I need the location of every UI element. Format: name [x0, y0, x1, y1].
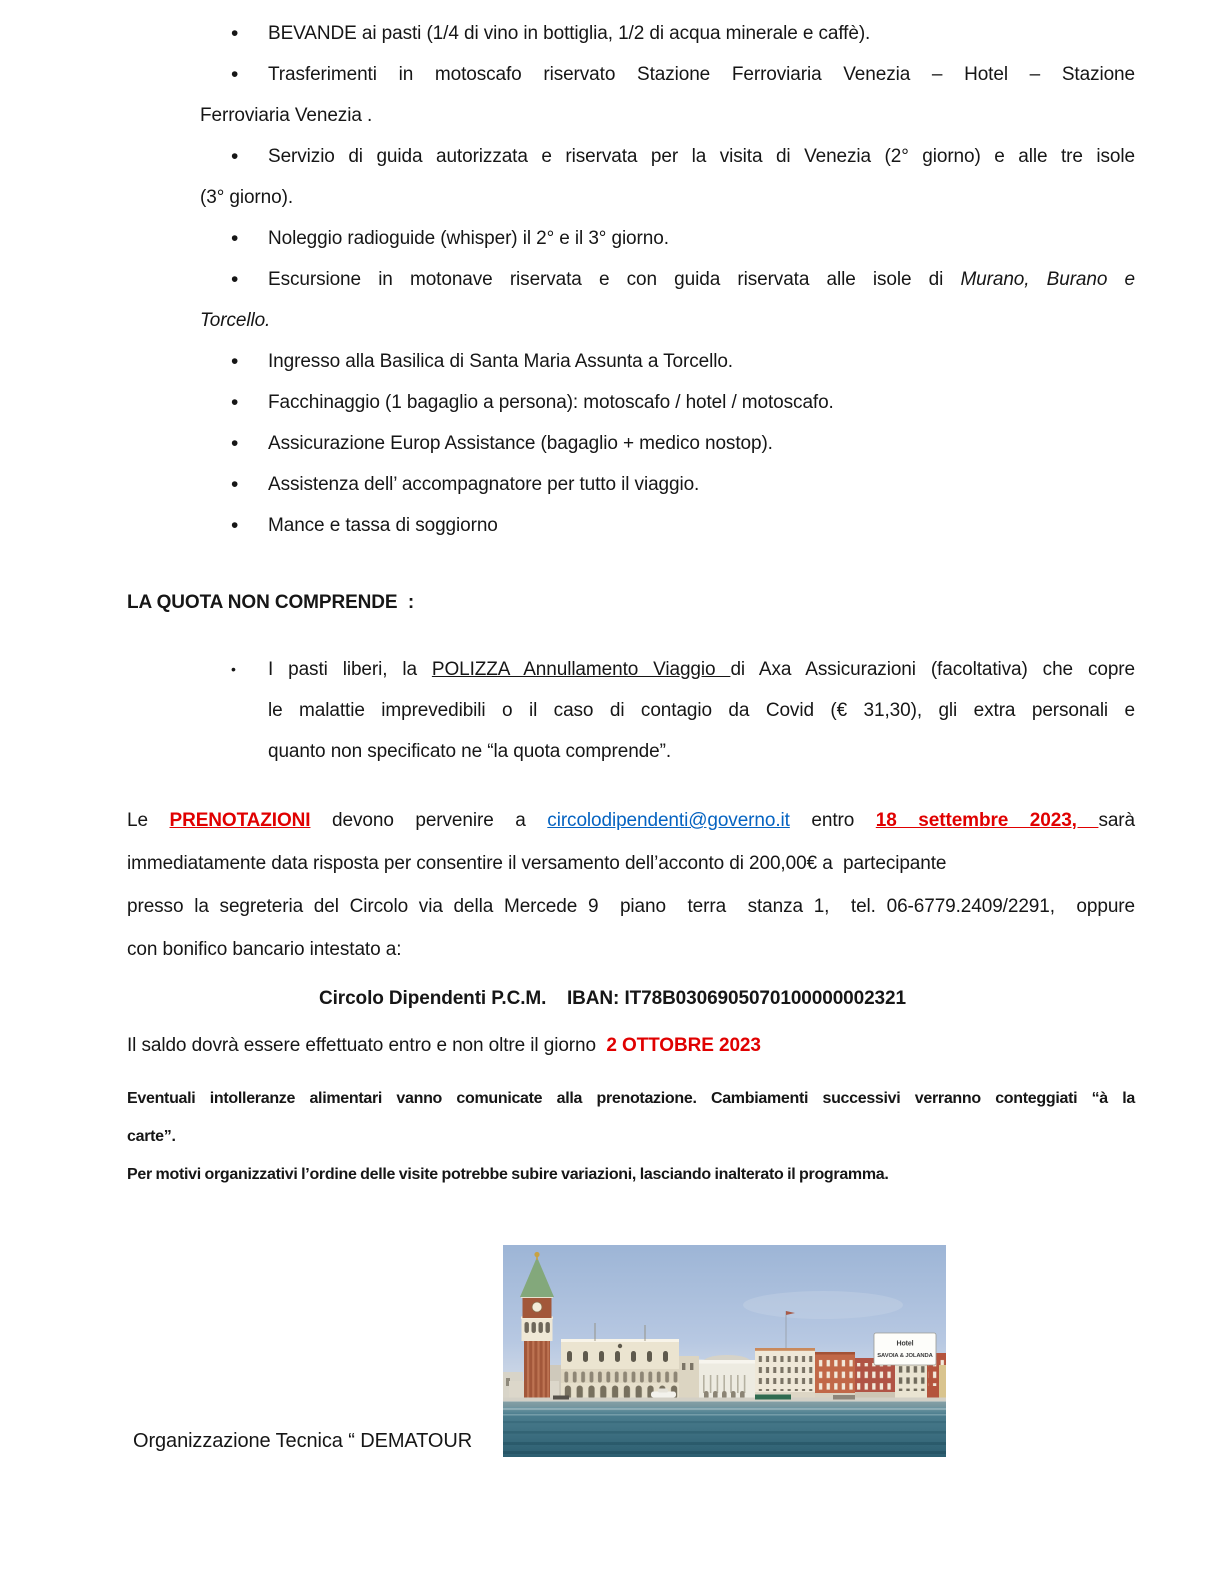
list-item-text-italic: Murano, Burano e — [960, 269, 1135, 290]
booking-text: devono pervenire a — [310, 810, 548, 831]
list-item-line: Ferroviaria Venezia . — [200, 105, 373, 126]
section-heading-quota-non-comprende: LA QUOTA NON COMPRENDE : — [127, 592, 415, 613]
list-item-line: (3° giorno). — [200, 187, 293, 208]
list-item-line — [127, 259, 1135, 300]
list-item — [127, 259, 1135, 341]
list-item-line: quanto non specificato ne “la quota comprende”. — [268, 741, 672, 762]
booking-text: Le — [127, 810, 170, 831]
list-item-line: Assistenza dell’ accompagnatore per tutto il viaggio. — [268, 474, 700, 495]
classical-building — [699, 1355, 755, 1400]
cloud — [743, 1291, 903, 1319]
bullet-icon: • — [231, 350, 239, 373]
booking-line: con bonifico bancario intestato a: — [127, 939, 402, 960]
list-item — [127, 464, 1135, 505]
list-item — [127, 341, 1135, 382]
list-item-line: Trasferimenti in motoscafo riservato Stazione Ferroviaria Venezia – Hotel – Stazione — [268, 64, 1135, 85]
polizza-underlined-text: POLIZZA Annullamento Viaggio — [431, 659, 731, 680]
list-item-line — [127, 649, 1135, 690]
footer-organizer: Organizzazione Tecnica “ DEMATOUR — [133, 1430, 473, 1452]
booking-line — [127, 799, 1135, 842]
saldo-line — [127, 1025, 1135, 1067]
list-item-line: Ingresso alla Basilica di Santa Maria Assunta a Torcello. — [268, 351, 733, 372]
list-item-line: Servizio di guida autorizzata e riservata per la visita di Venezia (2° giorno) e alle tre isole — [268, 146, 1135, 167]
list-item-line: Assicurazione Europ Assistance (bagaglio + medico nostop). — [268, 433, 773, 454]
list-item — [127, 136, 1135, 218]
bullet-icon: • — [231, 473, 239, 496]
bullet-icon: • — [231, 227, 239, 250]
footer-row — [127, 1241, 1135, 1467]
saldo-deadline-date: 2 OTTOBRE 2023 — [606, 1035, 761, 1056]
bullet-icon: • — [231, 22, 239, 45]
bullet-icon: • — [231, 432, 239, 455]
bank-iban-line: Circolo Dipendenti P.C.M. IBAN: IT78B0306905070100000002321 — [319, 988, 906, 1009]
list-item — [127, 218, 1135, 259]
list-item — [127, 382, 1135, 423]
booking-deadline-date: 18 settembre 2023, — [875, 810, 1099, 831]
bullet-icon: • — [231, 391, 239, 414]
bullet-icon: • — [231, 145, 239, 168]
booking-paragraph — [127, 799, 1135, 971]
bullet-icon: • — [231, 63, 239, 86]
list-item-line: Torcello. — [200, 310, 271, 331]
prenotazioni-emphasis: PRENOTAZIONI — [169, 810, 311, 831]
note-line: Per motivi organizzativi l’ordine delle visite potrebbe subire variazioni, lasciando inalterato il programma. — [127, 1166, 889, 1183]
note-line: Eventuali intolleranze alimentari vanno comunicate alla prenotazione. Cambiamenti successivi verranno conteggiati “à la — [127, 1090, 1135, 1107]
list-item-line: le malattie imprevedibili o il caso di contagio da Covid (€ 31,30), gli extra personali e — [268, 700, 1135, 721]
list-item — [127, 13, 1135, 54]
hotel-label — [874, 1333, 936, 1365]
email-link[interactable]: circolodipendenti@governo.it — [547, 810, 790, 831]
list-item-text: di Axa Assicurazioni (facoltativa) che copre — [730, 659, 1135, 680]
list-item-text: I pasti liberi, la — [268, 659, 432, 680]
list-item-line: Facchinaggio (1 bagaglio a persona): motoscafo / hotel / motoscafo. — [268, 392, 834, 413]
booking-line: immediatamente data risposta per consentire il versamento dell’acconto di 200,00€ a partecipante — [127, 853, 947, 874]
list-item — [127, 54, 1135, 136]
bullet-icon: • — [231, 268, 239, 291]
booking-text: sarà — [1098, 810, 1135, 831]
quota-comprende-list — [127, 13, 1135, 546]
booking-text: entro — [789, 810, 876, 831]
bullet-icon: • — [231, 661, 236, 677]
list-item — [127, 649, 1135, 772]
list-item — [127, 505, 1135, 546]
saldo-text: Il saldo dovrà essere effettuato entro e non oltre il giorno — [127, 1035, 607, 1056]
list-item-text: Escursione in motonave riservata e con guida riservata alle isole di — [268, 269, 961, 290]
hotel-label-line2: SAVOIA & JOLANDA — [877, 1353, 933, 1359]
list-item — [127, 423, 1135, 464]
note-line: carte”. — [127, 1128, 176, 1145]
hotel-label-line1: Hotel — [896, 1340, 914, 1348]
list-item-line: Noleggio radioguide (whisper) il 2° e il 3° giorno. — [268, 228, 669, 249]
orange-building — [815, 1352, 855, 1400]
booking-line: presso la segreteria del Circolo via della Mercede 9 piano terra stanza 1, tel. 06-6779.2409/2291, oppure — [127, 896, 1135, 917]
venice-photo — [503, 1245, 946, 1457]
list-item-line: Mance e tassa di soggiorno — [268, 515, 498, 536]
bullet-icon: • — [231, 514, 239, 537]
list-item-line: BEVANDE ai pasti (1/4 di vino in bottiglia, 1/2 di acqua minerale e caffè). — [268, 23, 871, 44]
quota-non-comprende-list — [127, 649, 1135, 772]
notes-block — [127, 1080, 1135, 1194]
